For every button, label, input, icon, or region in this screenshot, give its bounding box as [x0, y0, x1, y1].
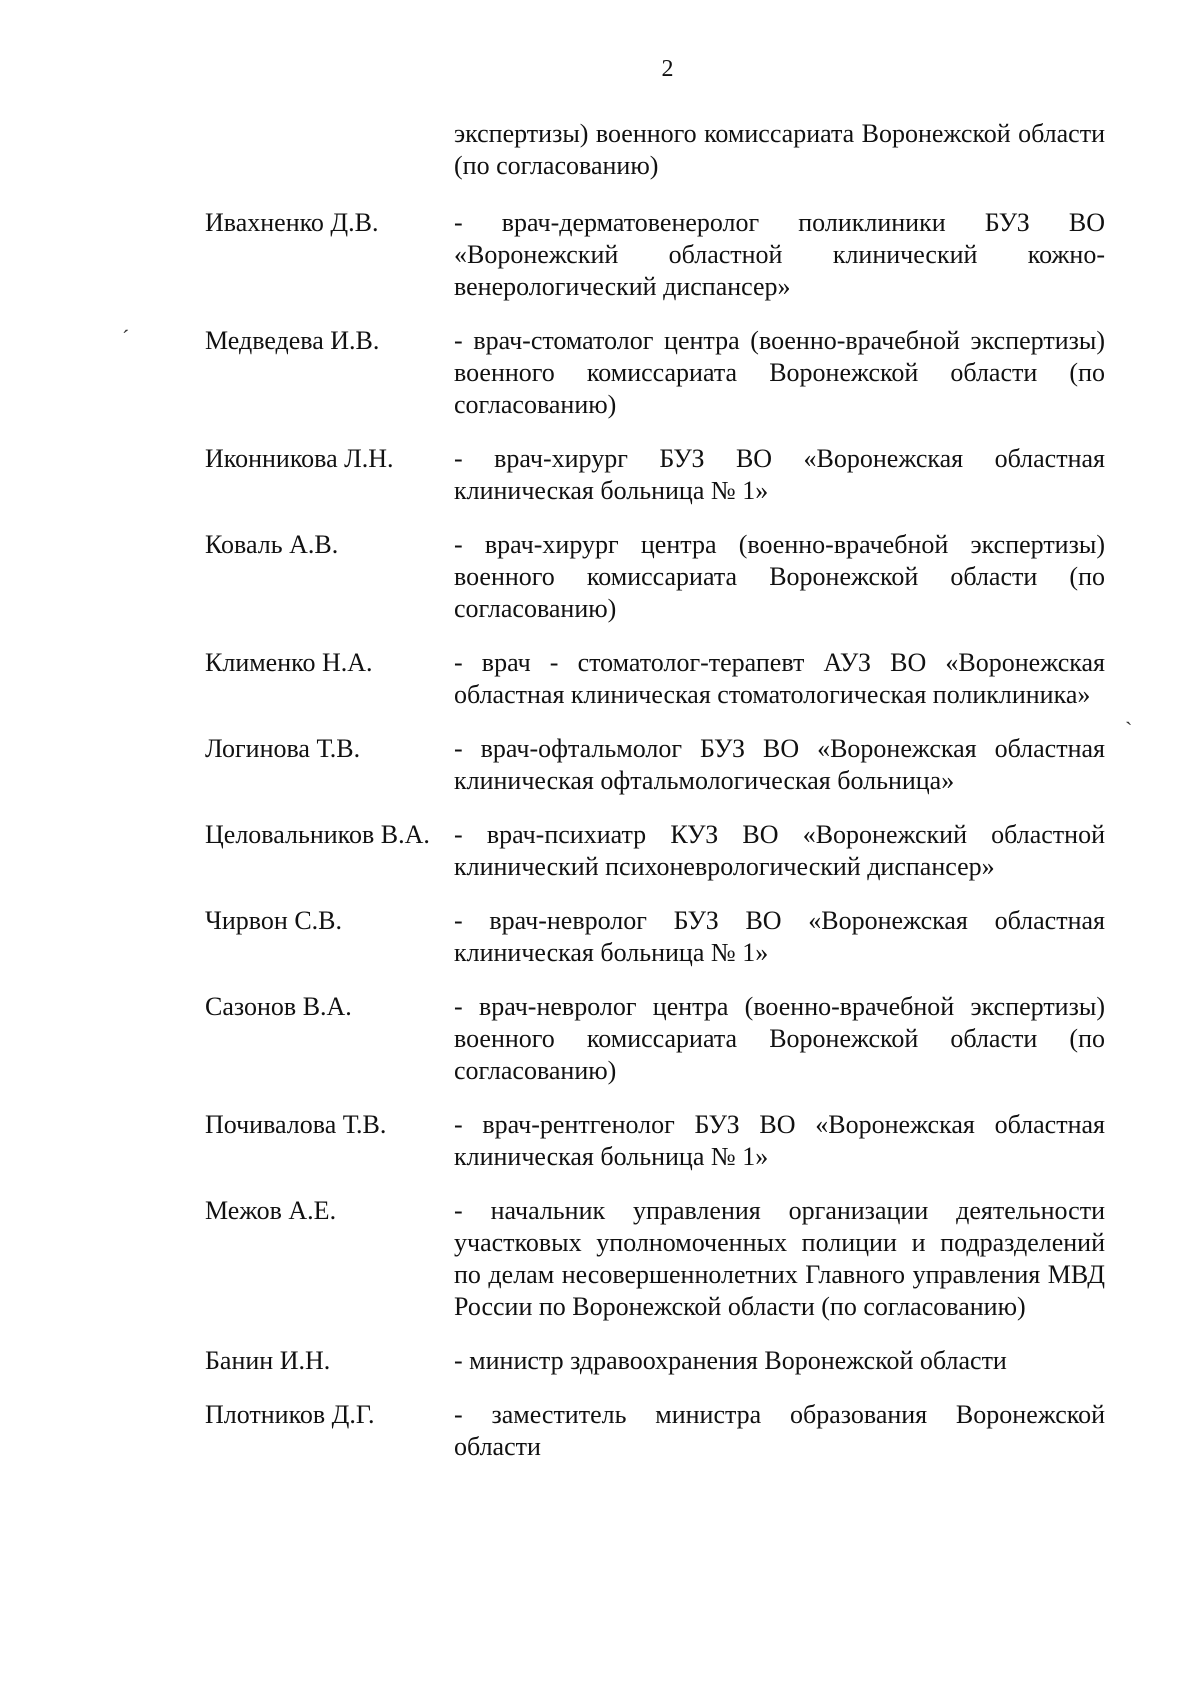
member-list: [205, 207, 1105, 1485]
member-row: [205, 443, 1105, 507]
member-row: [205, 905, 1105, 969]
member-name: Ивахненко Д.В.: [205, 208, 379, 237]
member-row: [205, 1399, 1105, 1463]
scan-speck: ˏ: [1125, 700, 1133, 725]
continuation-text: экспертизы) военного комиссариата Воронежской области (по согласованию): [454, 119, 1105, 180]
member-name: Клименко Н.А.: [205, 648, 373, 677]
member-position: - врач-офтальмолог БУЗ ВО «Воронежская областная клиническая офтальмологическая больница»: [454, 734, 1105, 795]
member-position: - врач-невролог БУЗ ВО «Воронежская областная клиническая больница № 1»: [454, 906, 1105, 967]
member-name: Чирвон С.В.: [205, 906, 343, 935]
member-position: - врач-рентгенолог БУЗ ВО «Воронежская областная клиническая больница № 1»: [454, 1110, 1105, 1171]
member-name: Иконникова Л.Н.: [205, 444, 394, 473]
member-name: Межов А.Е.: [205, 1196, 337, 1225]
scan-speck: ˊ: [122, 325, 130, 350]
member-name: Банин И.Н.: [205, 1346, 331, 1375]
member-row: [205, 325, 1105, 421]
member-name: Коваль А.В.: [205, 530, 339, 559]
member-position: - врач-хирург БУЗ ВО «Воронежская областная клиническая больница № 1»: [454, 444, 1105, 505]
member-position: - начальник управления организации деятельности участковых уполномоченных полиции и подразделений по делам несовершеннолетних Главного управления МВД России по Воронежской области (по согласованию): [454, 1196, 1105, 1321]
page-number: 2: [661, 56, 674, 82]
member-name: Сазонов В.А.: [205, 992, 352, 1021]
member-position: - врач-невролог центра (военно-врачебной экспертизы) военного комиссариата Воронежской области (по согласованию): [454, 992, 1105, 1085]
member-position: - врач-дерматовенеролог поликлиники БУЗ ВО «Воронежский областной клинический кожно-венерологический диспансер»: [454, 208, 1105, 301]
member-row: [205, 733, 1105, 797]
member-row: [205, 819, 1105, 883]
member-row: [205, 991, 1105, 1087]
member-position: - врач-стоматолог центра (военно-врачебной экспертизы) военного комиссариата Воронежской области (по согласованию): [454, 326, 1105, 419]
member-position: - врач-хирург центра (военно-врачебной экспертизы) военного комиссариата Воронежской области (по согласованию): [454, 530, 1105, 623]
member-name: Логинова Т.В.: [205, 734, 361, 763]
member-row: [205, 529, 1105, 625]
member-position: - врач - стоматолог-терапевт АУЗ ВО «Воронежская областная клиническая стоматологическая поликлиника»: [454, 648, 1105, 709]
member-row: [205, 1195, 1105, 1323]
member-name: Медведева И.В.: [205, 326, 380, 355]
member-name: Почивалова Т.В.: [205, 1110, 387, 1139]
member-row: [205, 647, 1105, 711]
member-row: [205, 1109, 1105, 1173]
member-position: - заместитель министра образования Воронежской области: [454, 1400, 1105, 1461]
member-name: Целовальников В.А.: [205, 820, 430, 849]
member-position: - врач-психиатр КУЗ ВО «Воронежский областной клинический психоневрологический диспансер»: [454, 820, 1105, 881]
member-name: Плотников Д.Г.: [205, 1400, 375, 1429]
member-position: - министр здравоохранения Воронежской области: [454, 1346, 1007, 1375]
member-row: [205, 1345, 1105, 1377]
member-row: [205, 207, 1105, 303]
